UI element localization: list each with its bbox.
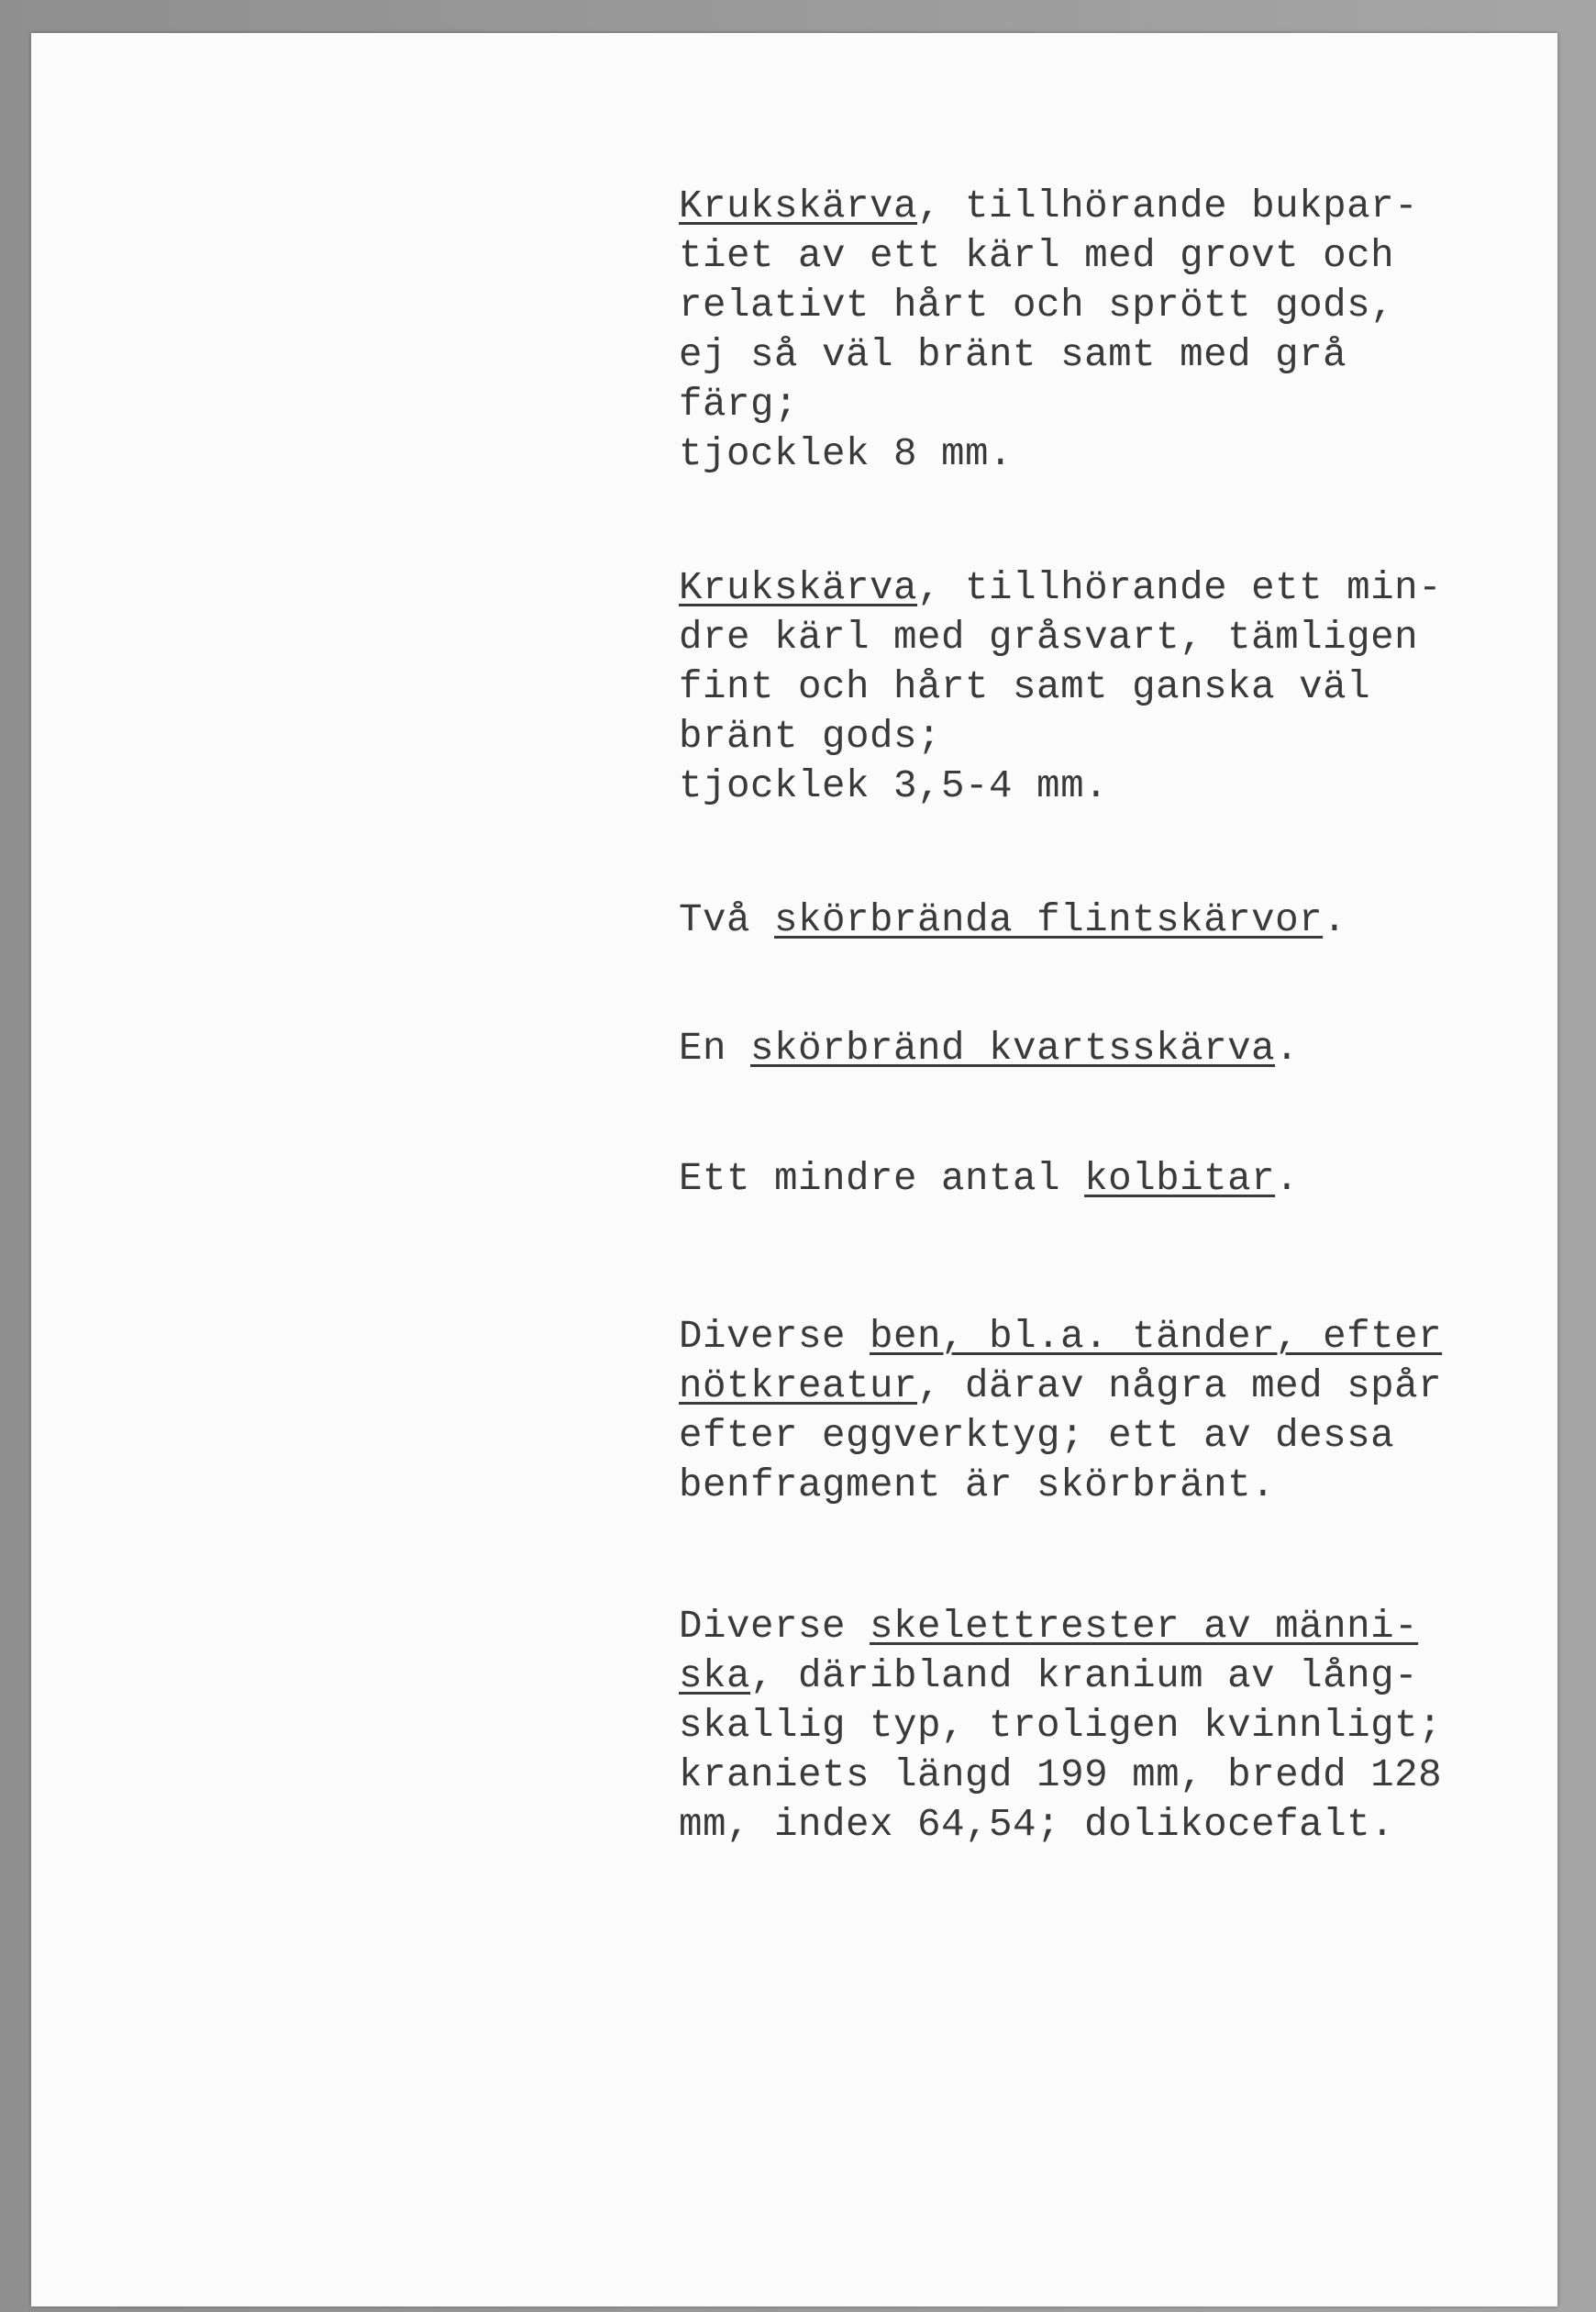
text-line [679,429,1573,479]
text-line [679,1461,1573,1510]
text-line [679,380,1573,429]
text-segment: Ett mindre antal [679,1157,1085,1201]
text-segment: . [1275,1027,1300,1071]
paragraph-3 [679,895,1573,945]
paragraph-4 [679,1024,1573,1073]
text-line [679,761,1573,811]
text-segment: benfragment är skörbränt. [679,1463,1276,1507]
text-segment: Två [679,898,775,942]
text-segment: , däribland kranium av lång- [750,1654,1419,1698]
text-segment: färg; [679,383,799,427]
underlined-term: skörbränd kvartsskärva [750,1027,1276,1071]
text-segment: relativt hårt och sprött gods, [679,283,1395,328]
text-line [679,1602,1573,1651]
text-segment: dre kärl med gråsvart, tämligen [679,616,1419,660]
text-line [679,662,1573,712]
paragraph-7 [679,1602,1573,1850]
underlined-term: skelettrester av männi- [870,1605,1419,1649]
text-segment: , tillhörande ett min- [917,566,1443,610]
text-line [679,1154,1573,1204]
paper-sheet [31,33,1557,2306]
text-segment: skallig typ, troligen kvinnligt; [679,1704,1443,1748]
text-line [679,1651,1573,1701]
underlined-term: Krukskärva [679,566,918,610]
text-line [679,712,1573,761]
text-line [679,613,1573,662]
text-segment: tjocklek 8 mm. [679,432,1014,476]
text-line [679,1411,1573,1461]
text-segment: . [1323,898,1347,942]
text-segment: bränt gods; [679,715,942,759]
text-line [679,1024,1573,1073]
text-segment: . [1275,1157,1300,1201]
paragraph-6 [679,1312,1573,1510]
text-line [679,895,1573,945]
text-segment: , tillhörande bukpar- [917,184,1419,228]
text-segment: , därav några med spår [917,1364,1443,1408]
underlined-term: skörbrända flintskärvor [774,898,1324,942]
text-segment: tjocklek 3,5-4 mm. [679,764,1109,808]
underlined-term: Krukskärva [679,184,918,228]
text-line [679,563,1573,613]
paragraph-5 [679,1154,1573,1204]
text-segment: Diverse [679,1605,870,1649]
text-segment: Diverse [679,1315,870,1359]
text-line [679,231,1573,281]
text-segment: kraniets längd 199 mm, bredd 128 [679,1753,1443,1797]
underlined-term: ska [679,1654,751,1698]
text-line [679,330,1573,380]
underlined-term: kolbitar [1084,1157,1276,1201]
text-line [679,281,1573,330]
underlined-term: nötkreatur [679,1364,918,1408]
text-segment: tiet av ett kärl med grovt och [679,234,1395,278]
text-segment: En [679,1027,751,1071]
text-line [679,1312,1573,1362]
underlined-term: ben, bl.a. tänder, efter [870,1315,1443,1359]
text-segment: fint och hårt samt ganska väl [679,665,1371,709]
text-line [679,1800,1573,1850]
text-line [679,1362,1573,1411]
text-line [679,182,1573,231]
text-segment: ej så väl bränt samt med grå [679,333,1347,377]
text-line [679,1701,1573,1751]
paragraph-2 [679,563,1573,811]
text-segment: efter eggverktyg; ett av dessa [679,1414,1395,1458]
text-segment: mm, index 64,54; dolikocefalt. [679,1803,1395,1847]
text-line [679,1751,1573,1800]
paragraph-1 [679,182,1573,479]
